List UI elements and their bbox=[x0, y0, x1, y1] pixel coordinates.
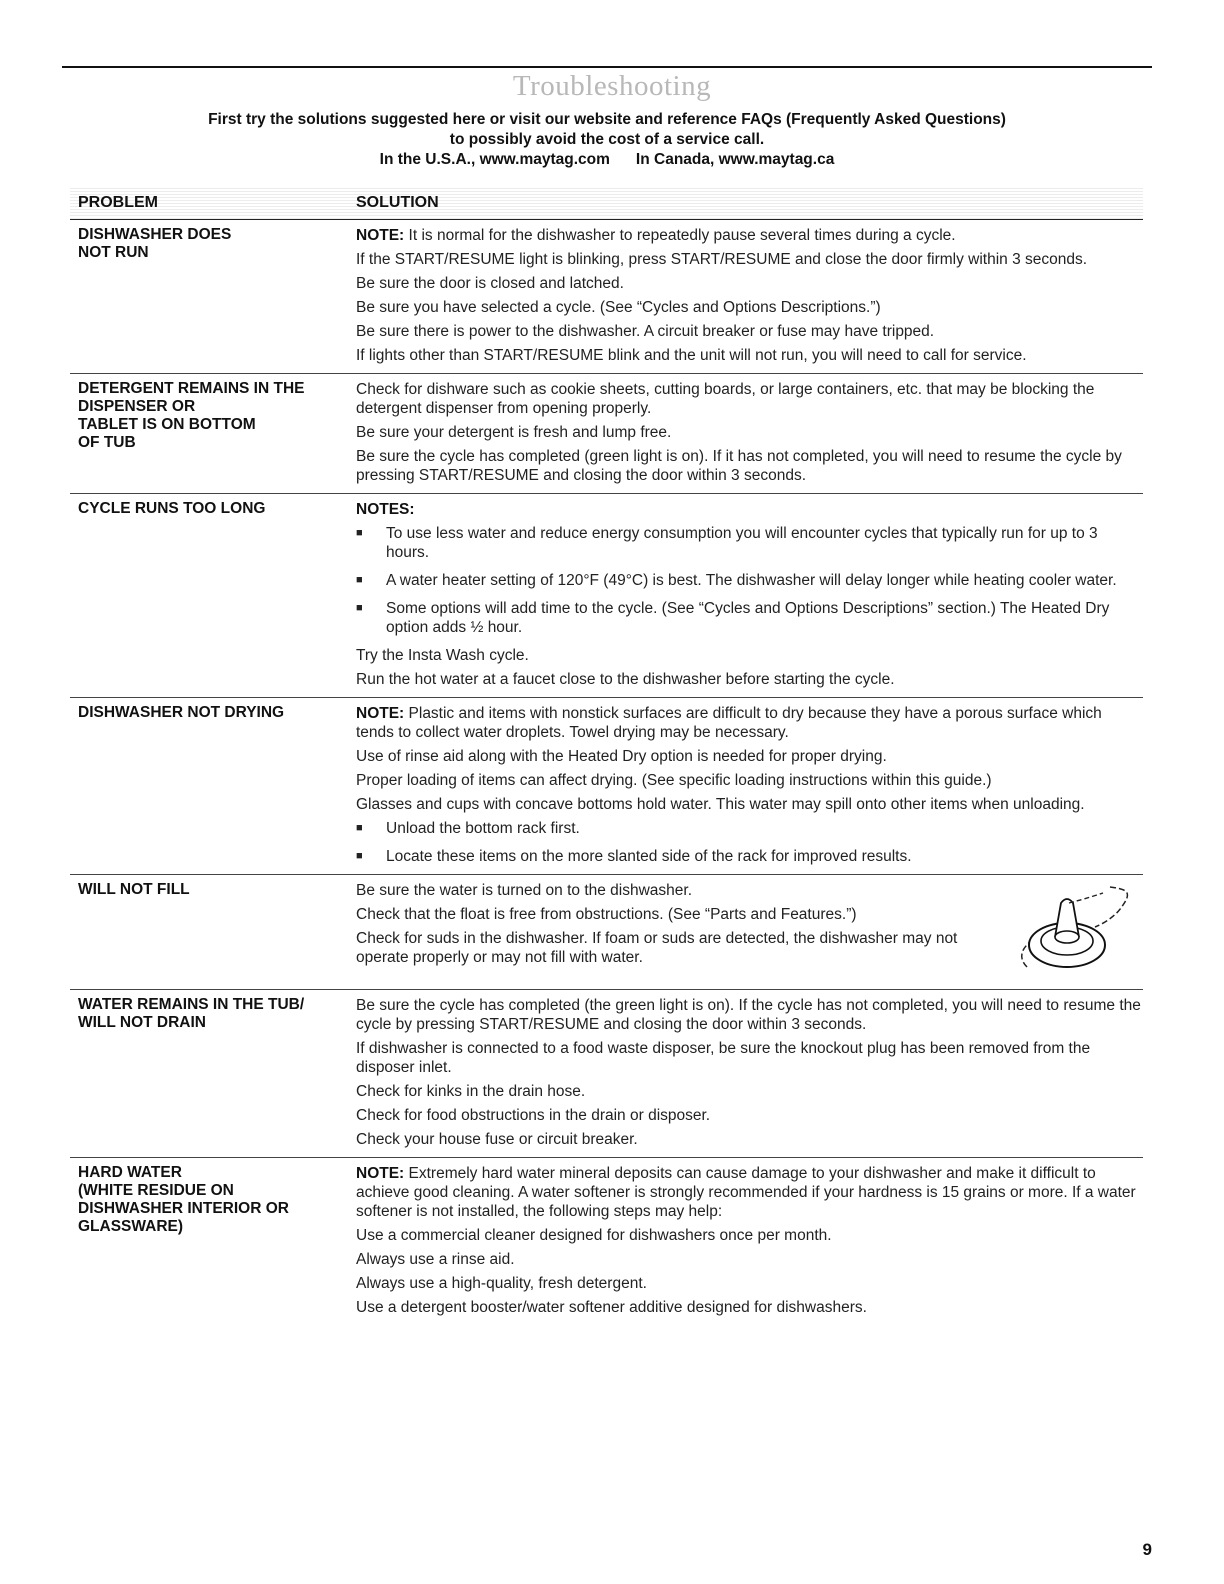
solution-item: Proper loading of items can affect drying. (See specific loading instructions within this guide.) bbox=[356, 772, 992, 789]
solution-item: If dishwasher is connected to a food waste disposer, be sure the knockout plug has been removed from the disposer inlet. bbox=[356, 1040, 1091, 1076]
problem-line: DETERGENT REMAINS IN THE bbox=[78, 380, 305, 397]
solution-item: Be sure there is power to the dishwasher. A circuit breaker or fuse may have tripped. bbox=[356, 323, 935, 340]
solution-cell bbox=[348, 226, 1143, 365]
solution-item: Be sure your detergent is fresh and lump free. bbox=[356, 424, 672, 441]
square-bullet-icon: ■ bbox=[356, 574, 363, 586]
notes-label: NOTES: bbox=[356, 501, 415, 518]
note bbox=[356, 226, 1143, 245]
solution-item: Check that the float is free from obstructions. (See “Parts and Features.”) bbox=[356, 906, 857, 923]
bullet-text: Unload the bottom rack first. bbox=[386, 820, 580, 837]
table-header bbox=[70, 186, 1143, 220]
solution-item: Be sure the cycle has completed (green light is on). If it has not completed, you will need to resume the cycle by pressing START/RESUME and closing the door within 3 seconds. bbox=[356, 448, 1122, 484]
solution-item: Be sure the water is turned on to the dishwasher. bbox=[356, 882, 693, 899]
bullet-text: To use less water and reduce energy consumption you will encounter cycles that typically run for up to 3 hours. bbox=[386, 525, 1098, 561]
intro-line-1: First try the solutions suggested here or visit our website and reference FAQs (Frequently Asked Questions) bbox=[208, 111, 1006, 128]
problem-line: HARD WATER bbox=[78, 1164, 182, 1181]
solution-item: If the START/RESUME light is blinking, press START/RESUME and close the door firmly within 3 seconds. bbox=[356, 251, 1088, 268]
solution-item: Be sure you have selected a cycle. (See “Cycles and Options Descriptions.”) bbox=[356, 299, 881, 316]
solution-item: Glasses and cups with concave bottoms hold water. This water may spill onto other items when unloading. bbox=[356, 796, 1085, 813]
solution-item: Use of rinse aid along with the Heated Dry option is needed for proper drying. bbox=[356, 748, 887, 765]
table-row bbox=[70, 875, 1143, 990]
note-text: Extremely hard water mineral deposits can cause damage to your dishwasher and make it difficult to achieve good cleaning. A water softener is strongly recommended if your hardness is 15 grains or more. If a water softener is not installed, the following steps may help: bbox=[356, 1165, 1136, 1220]
square-bullet-icon: ■ bbox=[356, 822, 363, 834]
problem-cell bbox=[70, 704, 348, 866]
note-label: NOTE: bbox=[356, 1165, 405, 1182]
problem-cell bbox=[70, 380, 348, 485]
problem-line: WATER REMAINS IN THE TUB/ bbox=[78, 996, 305, 1013]
table-row bbox=[70, 990, 1143, 1158]
problem-line: DISHWASHER INTERIOR OR bbox=[78, 1200, 289, 1217]
problem-line: DISHWASHER DOES bbox=[78, 226, 232, 243]
intro-line-2: to possibly avoid the cost of a service call. bbox=[449, 131, 765, 148]
bullet-item bbox=[356, 571, 1143, 590]
float-icon bbox=[1005, 883, 1135, 973]
problem-line: GLASSWARE) bbox=[78, 1218, 184, 1235]
note-text: It is normal for the dishwasher to repeatedly pause several times during a cycle. bbox=[408, 227, 956, 244]
solution-item: Be sure the cycle has completed (the green light is on). If the cycle has not completed, you will need to resume the cycle by pressing START/RESUME and closing the door within 3 seconds. bbox=[356, 997, 1141, 1033]
intro bbox=[62, 110, 1152, 170]
solution-cell bbox=[348, 380, 1143, 485]
solution-item: If lights other than START/RESUME blink and the unit will not run, you will need to call for service. bbox=[356, 347, 1027, 364]
problem-line: OF TUB bbox=[78, 434, 136, 451]
solution-item: Check for food obstructions in the drain or disposer. bbox=[356, 1107, 711, 1124]
solution-item: Check your house fuse or circuit breaker. bbox=[356, 1131, 638, 1148]
col-solution: SOLUTION bbox=[356, 193, 439, 211]
solution-cell bbox=[348, 500, 1143, 689]
page-number: 9 bbox=[1142, 1540, 1152, 1559]
problem-cell bbox=[70, 500, 348, 689]
table-row bbox=[70, 1158, 1143, 1325]
table-row bbox=[70, 494, 1143, 698]
problem-line: CYCLE RUNS TOO LONG bbox=[78, 500, 266, 517]
problem-line: TABLET IS ON BOTTOM bbox=[78, 416, 256, 433]
problem-line: WILL NOT FILL bbox=[78, 881, 190, 898]
bullet-item bbox=[356, 599, 1143, 637]
solution-item: Check for dishware such as cookie sheets, cutting boards, or large containers, etc. that may be blocking the detergent dispenser from opening properly. bbox=[356, 381, 1095, 417]
page-title: Troubleshooting bbox=[512, 70, 712, 102]
top-rule bbox=[62, 66, 1152, 68]
solution-item: Try the Insta Wash cycle. bbox=[356, 647, 529, 664]
note-label: NOTE: bbox=[356, 705, 405, 722]
solution-item: Check for kinks in the drain hose. bbox=[356, 1083, 586, 1100]
solution-item: Check for suds in the dishwasher. If foam or suds are detected, the dishwasher may not operate properly or may not fill with water. bbox=[356, 930, 958, 966]
note-text: Plastic and items with nonstick surfaces are difficult to dry because they have a porous surface which tends to collect water droplets. Towel drying may be necessary. bbox=[356, 705, 1102, 741]
note bbox=[356, 704, 1143, 742]
solution-item: Use a detergent booster/water softener additive designed for dishwashers. bbox=[356, 1299, 867, 1316]
note bbox=[356, 1164, 1143, 1221]
table-row bbox=[70, 220, 1143, 374]
notes bbox=[356, 500, 1143, 519]
solution-cell bbox=[348, 704, 1143, 866]
solution-item: Always use a high-quality, fresh detergent. bbox=[356, 1275, 647, 1292]
problem-cell bbox=[70, 996, 348, 1149]
solution-item: Use a commercial cleaner designed for dishwashers once per month. bbox=[356, 1227, 832, 1244]
solution-cell bbox=[348, 1164, 1143, 1317]
bullet-text: Locate these items on the more slanted side of the rack for improved results. bbox=[386, 848, 912, 865]
troubleshooting-table bbox=[70, 186, 1143, 1325]
square-bullet-icon: ■ bbox=[356, 850, 363, 862]
problem-cell bbox=[70, 881, 348, 981]
intro-websites bbox=[62, 150, 1152, 170]
solution-item: Be sure the door is closed and latched. bbox=[356, 275, 624, 292]
bullet-item bbox=[356, 524, 1143, 562]
bullet-item bbox=[356, 847, 1143, 866]
solution-item: Always use a rinse aid. bbox=[356, 1251, 515, 1268]
solution-cell bbox=[348, 996, 1143, 1149]
table-row bbox=[70, 374, 1143, 494]
square-bullet-icon: ■ bbox=[356, 602, 363, 614]
table-row bbox=[70, 698, 1143, 875]
solution-item: Run the hot water at a faucet close to the dishwasher before starting the cycle. bbox=[356, 671, 895, 688]
col-problem: PROBLEM bbox=[78, 193, 158, 211]
problem-line: NOT RUN bbox=[78, 244, 149, 261]
us-website: In the U.S.A., www.maytag.com bbox=[379, 151, 610, 168]
problem-cell bbox=[70, 1164, 348, 1317]
bullet-text: Some options will add time to the cycle. (See “Cycles and Options Descriptions” section.) The Heated Dry option adds ½ hour. bbox=[386, 600, 1110, 636]
problem-line: (WHITE RESIDUE ON bbox=[78, 1182, 234, 1199]
note-label: NOTE: bbox=[356, 227, 405, 244]
square-bullet-icon: ■ bbox=[356, 527, 363, 539]
solution-cell bbox=[348, 881, 1143, 981]
problem-line: DISPENSER OR bbox=[78, 398, 196, 415]
bullet-item bbox=[356, 819, 1143, 838]
ca-website: In Canada, www.maytag.ca bbox=[635, 151, 835, 168]
problem-cell bbox=[70, 226, 348, 365]
problem-line: DISHWASHER NOT DRYING bbox=[78, 704, 285, 721]
problem-line: WILL NOT DRAIN bbox=[78, 1014, 207, 1031]
bullet-text: A water heater setting of 120°F (49°C) is best. The dishwasher will delay longer while heating cooler water. bbox=[386, 572, 1117, 589]
